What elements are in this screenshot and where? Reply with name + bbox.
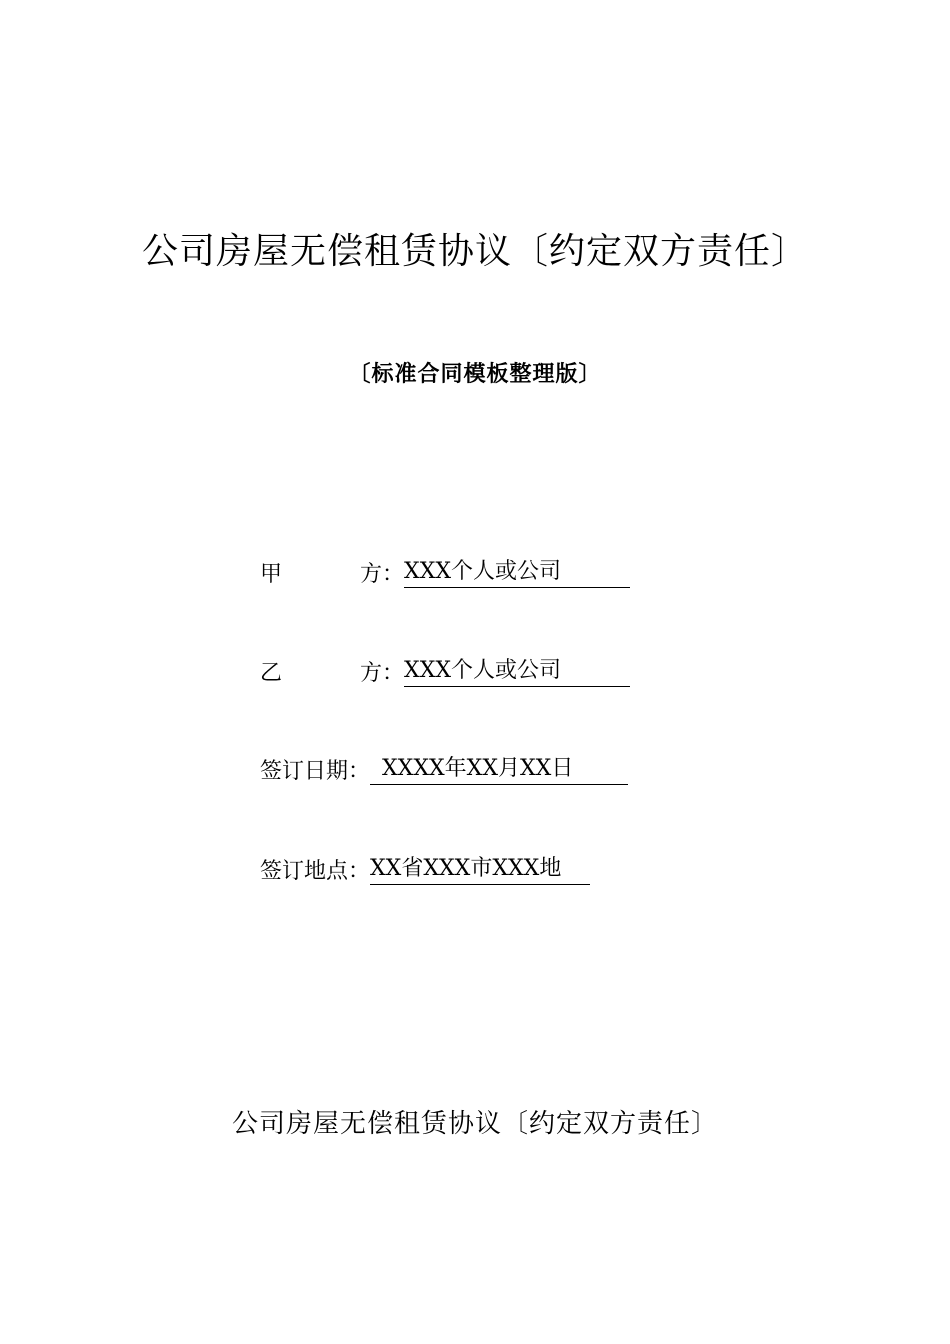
footer-title: 公司房屋无偿租赁协议〔约定双方责任〕 <box>231 1109 718 1139</box>
party-a-value: XXX个人或公司 <box>404 558 630 588</box>
document-subtitle: 〔标准合同模板整理版〕 <box>348 361 602 387</box>
sign-place-row <box>260 855 590 889</box>
party-b-label-char: 乙 <box>260 661 283 686</box>
party-a-label-char: 甲 <box>260 562 283 587</box>
sign-place-value: XX省XXX市XXX地 <box>370 855 590 885</box>
sign-date-value: XXXX年XX月XX日 <box>370 755 628 785</box>
party-b-row <box>260 657 630 691</box>
party-a-label-suffix: 方： <box>360 562 405 587</box>
party-b-value: XXX个人或公司 <box>404 657 630 687</box>
document-title: 公司房屋无偿租赁协议〔约定双方责任〕 <box>141 231 808 272</box>
sign-place-label: 签订地点： <box>260 859 371 884</box>
party-b-label-suffix: 方： <box>360 661 405 686</box>
party-a-label <box>260 558 404 592</box>
sign-date-row <box>260 755 628 789</box>
sign-date-label: 签订日期： <box>260 759 371 784</box>
party-b-label <box>260 657 404 691</box>
party-a-row <box>260 558 630 592</box>
